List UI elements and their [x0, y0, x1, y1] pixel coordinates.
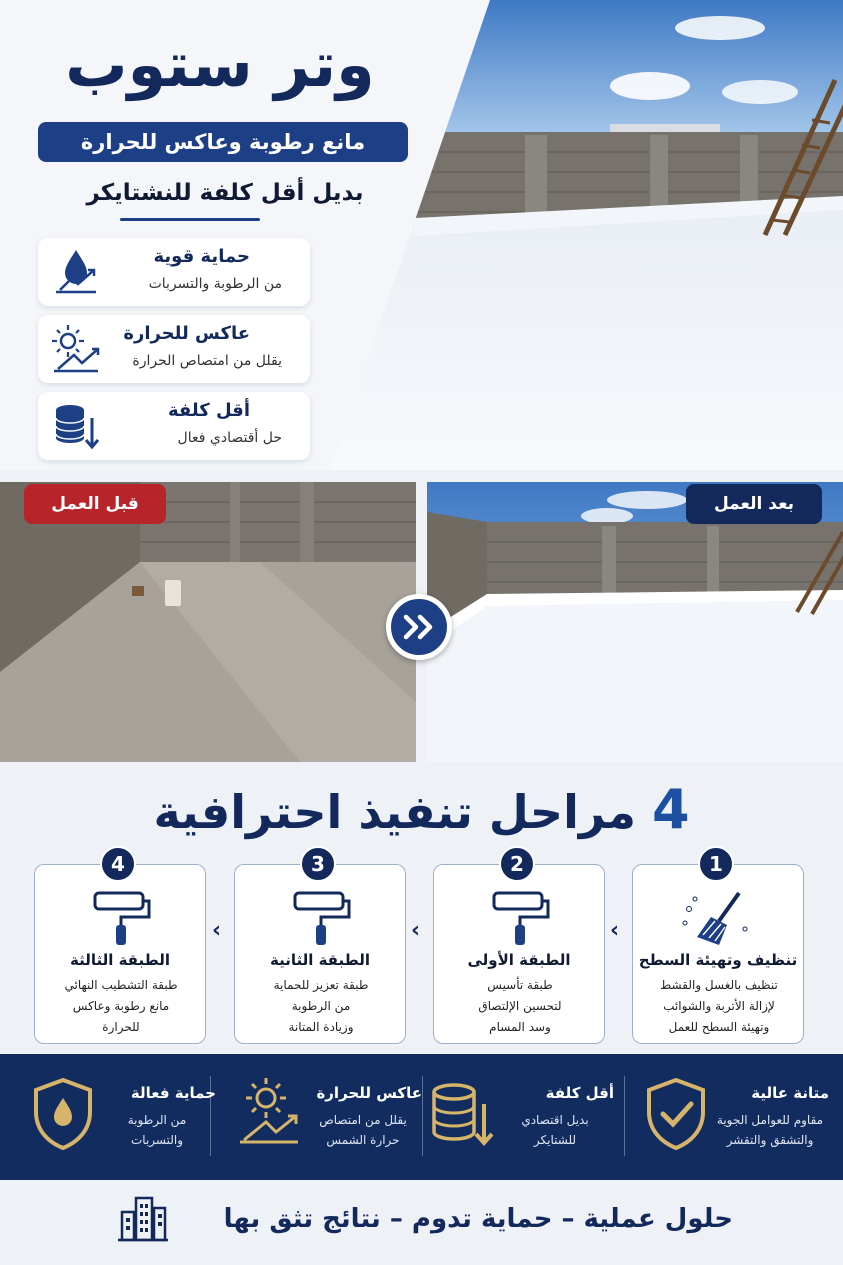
steps-heading [0, 778, 843, 841]
benefits-strip [0, 1054, 843, 1180]
benefit-protection [20, 1054, 230, 1180]
sun-reflect-icon [236, 1076, 302, 1152]
paint-roller-icon [281, 889, 361, 947]
step-desc-line: طبقة تأسيس [487, 978, 553, 992]
benefit-desc-line: مقاوم للعوامل الجوية [716, 1113, 824, 1127]
coins-down-icon [48, 398, 104, 454]
chevron-right-icon: › [610, 918, 620, 943]
step-desc-line: للحرارة [102, 1020, 140, 1034]
feature-title: أقل كلفة [168, 400, 250, 421]
feature-desc: حل أقتصادي فعال [177, 430, 282, 446]
step-desc-line: مانع رطوبة وعاكس [72, 999, 170, 1013]
benefit-title: أقل كلفة [545, 1084, 614, 1102]
benefit-desc-line: والتسربات [130, 1133, 184, 1147]
step-title: الطبقة الثانية [269, 951, 370, 969]
step-desc-line: تنظيف بالغسل والقشط [660, 978, 778, 992]
shield-check-icon [643, 1076, 709, 1152]
before-photo [0, 482, 416, 762]
footer [0, 1196, 843, 1256]
subtagline-underline [120, 218, 260, 221]
double-chevron-icon [386, 594, 452, 660]
benefit-cost [418, 1054, 628, 1180]
chevron-right-icon: › [212, 918, 222, 943]
benefit-heat [226, 1054, 436, 1180]
step-title: تنظيف وتهيئة السطح [638, 951, 798, 969]
benefit-durability [633, 1054, 843, 1180]
step-desc-line: وتهيئة السطح للعمل [668, 1020, 770, 1034]
steps-count: 4 [651, 778, 690, 841]
brand-tagline: مانع رطوبة وعاكس للحرارة [38, 122, 408, 162]
step-desc-line: لتحسين الإلتصاق [478, 999, 562, 1013]
benefit-desc [711, 1110, 829, 1150]
feature-title: عاكس للحرارة [123, 323, 250, 344]
step-card-4 [34, 864, 206, 1044]
step-card-1 [632, 864, 804, 1044]
benefit-desc-line: للشتايكر [533, 1133, 577, 1147]
benefit-desc-line: والتشقق والتقشر [726, 1133, 814, 1147]
steps-heading-text: مراحل تنفيذ احترافية [153, 785, 636, 839]
broom-icon [679, 889, 759, 947]
benefit-title: متانة عالية [751, 1084, 829, 1102]
benefit-desc [98, 1110, 216, 1150]
step-desc [241, 975, 401, 1038]
benefit-desc-line: حرارة الشمس [326, 1133, 400, 1147]
benefit-desc [496, 1110, 614, 1150]
feature-title: حماية قوية [153, 246, 250, 267]
step-desc-line: طبقة تعزيز للحماية [273, 978, 369, 992]
chevron-right-icon: › [411, 918, 421, 943]
step-number-badge: 1 [698, 846, 734, 882]
step-number-badge: 3 [300, 846, 336, 882]
step-desc-line: وسد المسام [489, 1020, 551, 1034]
benefit-desc [304, 1110, 422, 1150]
water-drop-icon [48, 244, 104, 300]
benefit-title: عاكس للحرارة [316, 1084, 422, 1102]
paint-roller-icon [81, 889, 161, 947]
step-title: الطبقة الأولى [467, 951, 571, 969]
step-desc-line: طبقة التشطيب النهائي [64, 978, 178, 992]
feature-card-heat [38, 315, 310, 383]
coins-down-icon [428, 1076, 494, 1152]
step-card-2 [433, 864, 605, 1044]
brand-subtagline: بديل أقل كلفة للنشتايكر [86, 180, 364, 206]
step-number-badge: 2 [499, 846, 535, 882]
paint-roller-icon [480, 889, 560, 947]
benefit-title: حماية فعالة [130, 1084, 216, 1102]
step-desc [440, 975, 600, 1038]
sun-reflect-icon [48, 321, 104, 377]
benefit-desc-line: يقلل من امتصاص [319, 1113, 407, 1127]
hero-panel [0, 0, 843, 470]
step-desc [639, 975, 799, 1038]
step-desc-line: لإزالة الأتربة والشوائب [663, 999, 775, 1013]
feature-desc: يقلل من امتصاص الحرارة [132, 353, 282, 369]
before-label: قبل العمل [24, 484, 166, 524]
feature-card-cost [38, 392, 310, 460]
brand-title: وتر ستوب [65, 28, 375, 101]
step-desc-line: وزيادة المتانة [288, 1020, 354, 1034]
step-desc-line: من الرطوبة [291, 999, 351, 1013]
feature-desc: من الرطوبة والتسربات [148, 276, 282, 292]
benefit-desc-line: بديل اقتصادي [521, 1113, 589, 1127]
step-desc [41, 975, 201, 1038]
step-number-badge: 4 [100, 846, 136, 882]
benefit-desc-line: من الرطوبة [127, 1113, 187, 1127]
buildings-icon [118, 1196, 168, 1242]
feature-card-protection [38, 238, 310, 306]
after-photo [427, 482, 843, 762]
shield-drop-icon [30, 1076, 96, 1152]
step-title: الطبقة الثالثة [69, 951, 170, 969]
after-label: بعد العمل [686, 484, 822, 524]
footer-slogan: حلول عملية – حماية تدوم – نتائج تثق بها [223, 1204, 733, 1234]
step-card-3 [234, 864, 406, 1044]
